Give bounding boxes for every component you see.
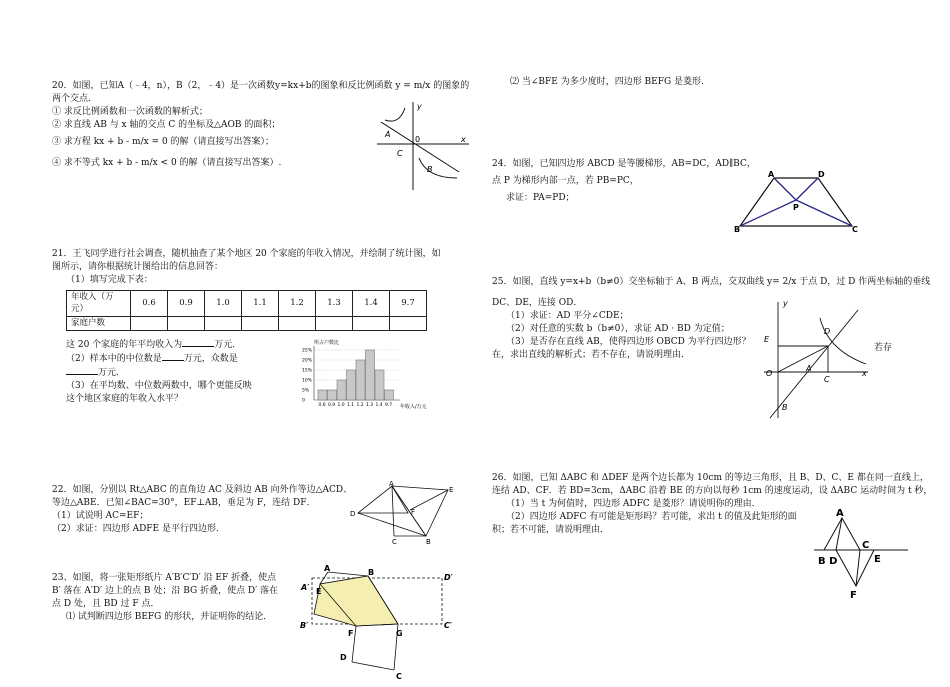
question-24 xyxy=(492,158,756,205)
x-tick-label: 1.3 xyxy=(366,403,374,408)
table-cell xyxy=(390,316,427,330)
table-cell xyxy=(205,316,242,330)
q21-table xyxy=(66,290,427,331)
histogram-bar xyxy=(375,370,384,400)
table-cell xyxy=(353,316,390,330)
q20-label-x: x xyxy=(461,135,466,144)
answer-blank xyxy=(182,338,214,347)
q24-label-p: P xyxy=(793,203,799,212)
chart-xlabel: 年收入/万元 xyxy=(400,404,427,410)
q23-label-e: E xyxy=(316,587,322,596)
q20-label-a: A xyxy=(385,130,391,139)
y-tick-label: 0 xyxy=(302,398,305,404)
q26-label-a: A xyxy=(836,508,844,519)
q25-label-x: x xyxy=(862,369,867,378)
q23-figure xyxy=(298,562,463,682)
q26-label-f: F xyxy=(850,590,857,601)
table-row-label: 家庭户数 xyxy=(67,316,131,330)
q20-figure xyxy=(375,100,470,192)
q23-line: B′ 落在 A′D′ 边上的点 B 处；沿 BG 折叠，使点 D′ 落在 xyxy=(52,586,279,597)
q22-label-e: E xyxy=(449,486,454,494)
histogram-bar xyxy=(347,370,356,400)
q26-figure xyxy=(812,506,910,602)
table-cell: 9.7 xyxy=(390,291,427,317)
q26-label-e: E xyxy=(874,554,881,565)
table-cell: 1.4 xyxy=(353,291,390,317)
x-tick-label: 0.6 xyxy=(318,403,326,408)
q25-label-c: C xyxy=(824,375,830,384)
q23-line: ⑴ 试判断四边形 BEFG 的形状，并证明你的结论． xyxy=(66,612,273,623)
q25-line: （3）是否存在直线 AB，使得四边形 OBCD 为平行四边形？ xyxy=(506,337,751,348)
q25-label-a: A xyxy=(806,364,812,373)
question-21 xyxy=(52,248,472,287)
q22-line: （1）试说明 AC=EF； xyxy=(52,511,149,522)
q21-text: 这 20 个家庭的年平均收入为 xyxy=(66,340,183,350)
q22-label-a: A xyxy=(389,480,394,488)
q20-label-c: C xyxy=(397,149,403,158)
q23-part2: ⑵ 当∠BFE 为多少度时，四边形 BEFG 是菱形． xyxy=(510,77,711,87)
q22-label-b: B xyxy=(426,538,431,546)
question-21-parts xyxy=(66,338,306,406)
q21-line: 21．王飞同学进行社会调查，随机抽查了某个地区 20 个家庭的年收入情况，并绘制了统计图，如 xyxy=(52,249,441,259)
x-tick-label: 9.7 xyxy=(385,403,393,408)
q25-label-o: O xyxy=(766,369,773,378)
q21-text: 万元． xyxy=(214,340,242,350)
q24-figure xyxy=(734,170,862,232)
q25-line: 若存 xyxy=(874,343,893,353)
q23-label-c2: C′ xyxy=(444,621,452,630)
q25-line: 在，求出直线的解析式；若不存在，请说明理由． xyxy=(492,350,691,361)
x-tick-label: 0.9 xyxy=(328,403,336,408)
q20-line: 20．如图，已知A（﹣4，n），B（2，﹣4）是一次函数y=kx+b的图象和反比例函数 y = m/x 的图象的 xyxy=(52,81,470,91)
table-cell: 1.1 xyxy=(242,291,279,317)
q20-line: ② 求直线 AB 与 x 轴的交点 C 的坐标及△AOB 的面积； xyxy=(52,120,281,131)
q24-line: 点 P 为梯形内部一点，若 PB=PC， xyxy=(492,176,639,187)
table-row-label: 年收入（万元） xyxy=(67,291,131,317)
q23-label-f: F xyxy=(348,629,354,638)
table-row xyxy=(67,316,427,330)
q22-label-c: C xyxy=(392,538,397,546)
q25-label-y: y xyxy=(783,299,788,308)
q20-label-o: 0 xyxy=(415,135,421,144)
q25-line: 25．如图，直线 y=x+b（b≠0）交坐标轴于 A、B 两点，交双曲线 y= 2/x 于点 D，过 D 作两坐标轴的垂线 xyxy=(492,277,931,287)
q22-label-d: D xyxy=(350,510,356,518)
q24-label-d: D xyxy=(818,170,825,179)
q24-line: 24．如图，已知四边形 ABCD 是等腰梯形，AB=DC，AD∥BC， xyxy=(492,159,756,169)
chart-title: 所占户数比 xyxy=(314,340,340,346)
answer-blank xyxy=(162,352,184,361)
y-tick-label: 20% xyxy=(302,358,313,364)
q20-label-b: B xyxy=(427,165,433,174)
q24-line: 求证：PA=PD； xyxy=(506,193,575,204)
q21-histogram xyxy=(300,338,440,410)
q23-line: 点 D 处，且 BD 过 F 点． xyxy=(52,599,160,610)
q20-line: ④ 求不等式 kx + b - m/x < 0 的解（请直接写出答案）. xyxy=(52,158,282,169)
q25-label-b: B xyxy=(782,403,788,412)
q22-line: 22．如图，分别以 Rt△ABC 的直角边 AC 及斜边 AB 向外作等边△ACD、 xyxy=(52,485,353,495)
q21-line: 图所示，请你根据统计图给出的信息回答： xyxy=(52,262,224,273)
table-cell xyxy=(168,316,205,330)
q23-label-b2: B′ xyxy=(300,621,309,630)
answer-blank xyxy=(66,366,98,375)
y-tick-label: 15% xyxy=(302,368,313,374)
table-row xyxy=(67,291,427,317)
q26-line: （1）当 t 为何值时，四边形 ADFC 是菱形？请说明你的理由． xyxy=(506,499,761,510)
q25-label-d: D xyxy=(824,327,831,336)
table-cell: 0.9 xyxy=(168,291,205,317)
q25-line: DC、DE，连接 OD． xyxy=(492,298,583,309)
q24-label-c: C xyxy=(852,225,858,234)
q21-text: 这个地区家庭的年收入水平？ xyxy=(66,394,184,405)
table-cell: 0.6 xyxy=(131,291,168,317)
q25-line: （1）求证：AD 平分∠CDE； xyxy=(506,311,629,322)
table-cell xyxy=(279,316,316,330)
table-cell: 1.0 xyxy=(205,291,242,317)
q23-label-g: G xyxy=(396,629,403,638)
table-cell xyxy=(316,316,353,330)
q23-label-d: D xyxy=(340,653,347,662)
q22-line: （2）求证：四边形 ADFE 是平行四边形． xyxy=(52,524,225,535)
q23-label-a2: A′ xyxy=(301,583,310,592)
q23-label-b: B xyxy=(368,568,375,577)
q26-line: 积；若不可能，请说明理由． xyxy=(492,525,610,536)
q25-figure xyxy=(762,298,872,420)
histogram-bar xyxy=(366,350,375,400)
q21-text: 万元，众数是 xyxy=(183,354,238,365)
y-tick-label: 10% xyxy=(302,378,313,384)
histogram-bar xyxy=(356,360,365,400)
table-cell xyxy=(242,316,279,330)
q22-figure xyxy=(348,480,463,546)
y-tick-label: 25% xyxy=(302,348,313,354)
x-tick-label: 1.0 xyxy=(337,403,345,408)
q22-label-f: F xyxy=(411,508,416,516)
x-tick-label: 1.1 xyxy=(347,403,355,408)
q21-text: （2）样本中的中位数是 xyxy=(66,354,162,365)
histogram-bar xyxy=(328,390,337,400)
table-cell xyxy=(131,316,168,330)
q24-label-a: A xyxy=(768,170,775,179)
q20-line: 两个交点． xyxy=(52,94,98,105)
histogram-bar xyxy=(337,380,346,400)
q25-line: （2）对任意的实数 b（b≠0），求证 AD · BD 为定值； xyxy=(506,324,730,335)
q26-line: 连结 AD、CF．若 BD=3cm，ΔABC 沿着 BE 的方向以每秒 1cm 的速度运动，设 ΔABC 运动时间为 t 秒， xyxy=(492,486,933,497)
q26-line: （2）四边形 ADFC 有可能是矩形吗？若可能，求出 t 的值及此矩形的面 xyxy=(506,512,797,523)
q24-label-b: B xyxy=(734,225,741,234)
q23-label-c: C xyxy=(396,672,402,681)
q21-text: （3）在平均数、中位数两数中，哪个更能反映 xyxy=(66,381,252,392)
q26-line: 26．如图，已知 ΔABC 和 ΔDEF 是两个边长都为 10cm 的等边三角形，且 B、D、C、E 都在同一直线上， xyxy=(492,473,929,483)
x-tick-label: 1.4 xyxy=(375,403,383,408)
histogram-bar xyxy=(385,390,394,400)
histogram-bar xyxy=(318,390,327,400)
q26-label-bd: B D xyxy=(818,556,838,567)
q21-text: 万元． xyxy=(98,368,126,379)
x-tick-label: 1.2 xyxy=(356,403,364,408)
table-cell: 1.2 xyxy=(279,291,316,317)
q23-label-d2: D′ xyxy=(444,573,453,582)
q22-line: 等边△ABE．已知∠BAC=30°，EF⊥AB，垂足为 F，连结 DF． xyxy=(52,498,316,509)
q20-label-y: y xyxy=(417,102,422,111)
q25-label-e: E xyxy=(764,335,770,344)
question-22 xyxy=(52,484,372,536)
q23-label-a: A xyxy=(324,564,331,573)
q20-line: ③ 求方程 kx + b - m/x = 0 的解（请直接写出答案）； xyxy=(52,137,275,148)
question-23 xyxy=(52,572,302,624)
q21-line: （1）填写完成下表： xyxy=(66,275,153,286)
q23-line: 23、如图，将一张矩形纸片 A′B′C′D′ 沿 EF 折叠，使点 xyxy=(52,573,277,583)
q20-line: ① 求反比例函数和一次函数的解析式； xyxy=(52,107,208,118)
table-cell: 1.3 xyxy=(316,291,353,317)
y-tick-label: 5% xyxy=(302,388,310,394)
q26-label-c: C xyxy=(862,540,870,551)
